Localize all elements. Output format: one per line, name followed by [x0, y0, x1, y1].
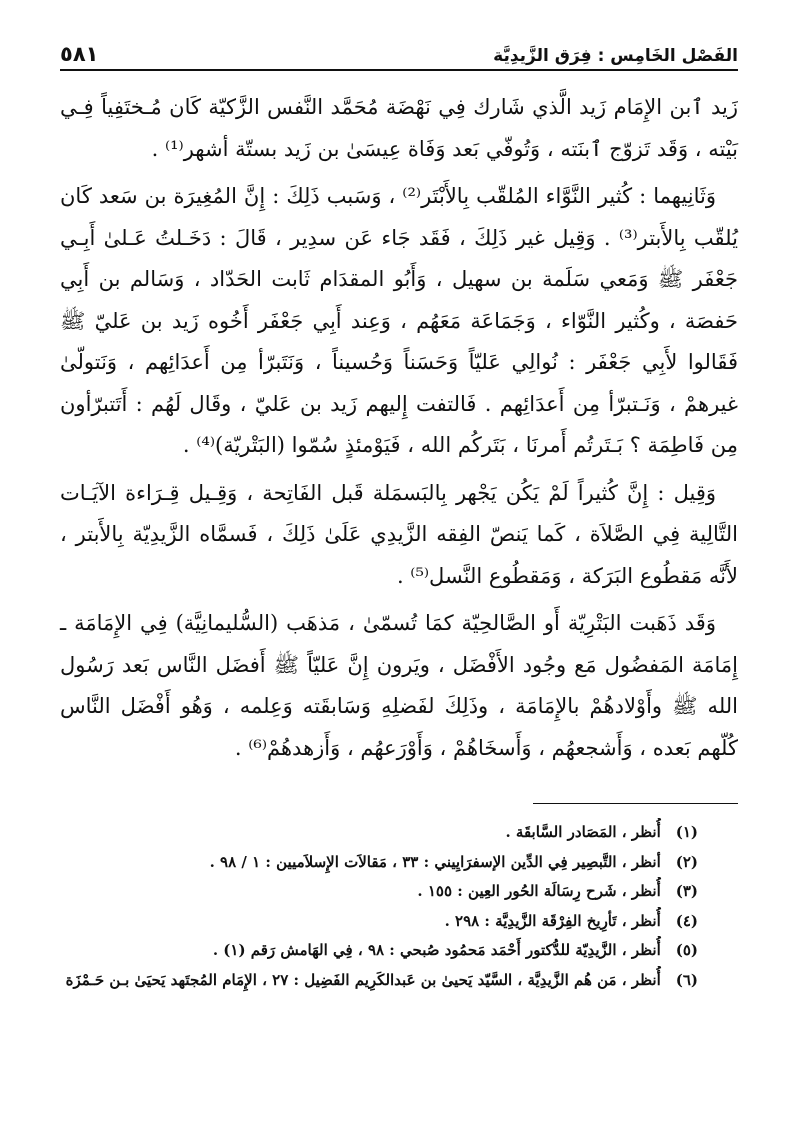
footnote-text: أُنظر ، مَن هُم الزَّيدِيَّة ، السَّيّد يَحيىٰ بن عَبدالكَرِيم الفَضِيل : ٢٧ ، الإِمَام المُجتَهد يَحيَىٰ بـن حَـمْزَة [65, 970, 661, 989]
paragraph-4: وَقَد ذَهَبت البَتْرِيّة أَو الصَّالحِيّة كمَا تُسمّىٰ ، مَذهَب (السُّليمانِيَّة) فِي الإِمَامَة ـ إِمَامَة المَفضُول مَع وجُود الأَفْضَل ، ويَرون إِنَّ عَليّاً ﷺ أَفضَل النَّاس بَعد رَسُول الله ﷺ وأَوْلادهُمْ بالإِمَامَة ، وذَلِكَ لفَضلِهِ وَسَابقَته وَعِلمه ، وَهُو أَفْضَل النَّاس كُلّهم بَعده ، وَأَشجعهُم ، وَأَسخَاهُمْ ، وَأَوْرَعهُم ، وَأَزهدهُمْ⁽⁶⁾ . [60, 611, 738, 760]
footnotes [60, 818, 698, 995]
paragraph-2: وَثَانِيهما : كُثير النَّوَّاء المُلقّب بِالأَبْتَر⁽²⁾ ، وَسَبب ذَلِكَ : إِنَّ المُغِيرَة بن سَعد كَان يُلقّب بِالأَبتر⁽³⁾ . وَقِيل غير ذَلِكَ ، فَقَد جَاء عَن سدِير ، قَالَ : دَخَـلتُ عَـلىٰ أَبِـي جَعْفَر ﷺ وَمَعي سَلَمة بن سهيل ، وَأَبُو المقدَام ثَابت الحَدّاد ، وَسَالم بن أَبِي حَفصَة ، وكُثير النَّوّاء ، وَجَمَاعَة مَعَهُم ، وَعِند أَبِي جَعْفَر أَخُوه زَيد بن عَليّ ﷺ فَقَالوا لأَبِي جَعْفَر : نُوالِي عَليّاً وَحَسَناً وَحُسيناً ، وَنَتَبرّأ مِن أَعدَائِهم ، وَنَتولّىٰ غيرهمْ ، وَنَـتبرّأ مِن أَعدَائِهم . فَالتفت إِليهم زَيد بن عَليّ ، وقَال لَهُم : أَتَتبرّأون مِن فَاطِمَة ؟ بَـتَرتُم أَمرنَا ، بَتَركُم الله ، فَيَوْمئذٍ سُمّوا (البَتْريّة)⁽⁴⁾ . [60, 184, 738, 457]
main-text [60, 87, 738, 769]
footnote-text: أُنظر ، شَرح رِسَالَة الحُور العِين : ١٥٥ . [417, 882, 661, 900]
page-number: ٥٨١ [60, 42, 99, 66]
footnote-number: (٤) [675, 911, 698, 930]
footnote-separator [533, 803, 738, 804]
paragraph-3: وَقِيل : إِنَّ كُثيراً لَمْ يَكُن يَجْهر بِالبَسمَلة قَبل الفَاتِحة ، وَقِـيل قِـرَاءة الآيَـات التَّالِية فِي الصَّلاَة ، كَما يَنصّ الفِقه الزَّيدِي عَلَىٰ ذَلِكَ ، فَسمَّاه الزَّيدِيّة بِالأَبتر ، لأَنَّه مَقطُوع البَرَكة ، وَمَقطُوع النَّسل⁽⁵⁾ . [60, 480, 738, 588]
footnote-number: (٦) [675, 970, 698, 989]
footnote-number: (٢) [675, 852, 698, 871]
footnote-1 [60, 818, 698, 848]
chapter-title: الفَصْل الخَامِس : فِرَق الزَّيدِيَّة [493, 46, 738, 66]
footnote-text: أُنظر ، الزَّيدِيّة للدُّكتور أَحْمَد مَحمُود صُبحي : ٩٨ ، فِي الهَامش رَقم (١) . [212, 941, 661, 959]
footnote-4 [60, 907, 698, 937]
footnote-number: (٥) [675, 941, 698, 959]
footnote-2 [60, 848, 698, 878]
footnote-number: (٣) [675, 882, 698, 900]
book-page [60, 28, 738, 995]
running-header [60, 28, 738, 71]
footnote-3 [60, 877, 698, 907]
footnote-text: أنظر ، التَّبصِير فِي الدِّين الإسفرَايِيني : ٣٣ ، مَقالاَت الإِسلاَميين : ١ / ٩٨ . [209, 852, 661, 871]
footnote-5 [60, 936, 698, 966]
footnote-text: أُنظر ، تَأرِيخ الفِرْقَة الزَّيدِيَّة : ٢٩٨ . [444, 911, 661, 930]
footnote-text: أُنظر ، المَصَادر السَّابقَة . [505, 823, 661, 841]
footnote-6 [60, 966, 698, 996]
paragraph-1: زَيد ٱبن الإِمَام زَيد الَّذي شَارك فِي نَهْضَة مُحَمَّد النَّفس الزَّكيّة كَان مُـختَفِياً فِـي بَيْته ، وَقَد تَزوّج ٱبنَته ، وَتُوفّي بَعد وَفَاة عِيسَىٰ بن زَيد بستّة أشهر⁽¹⁾ . [60, 95, 738, 161]
footnote-number: (١) [675, 823, 698, 841]
